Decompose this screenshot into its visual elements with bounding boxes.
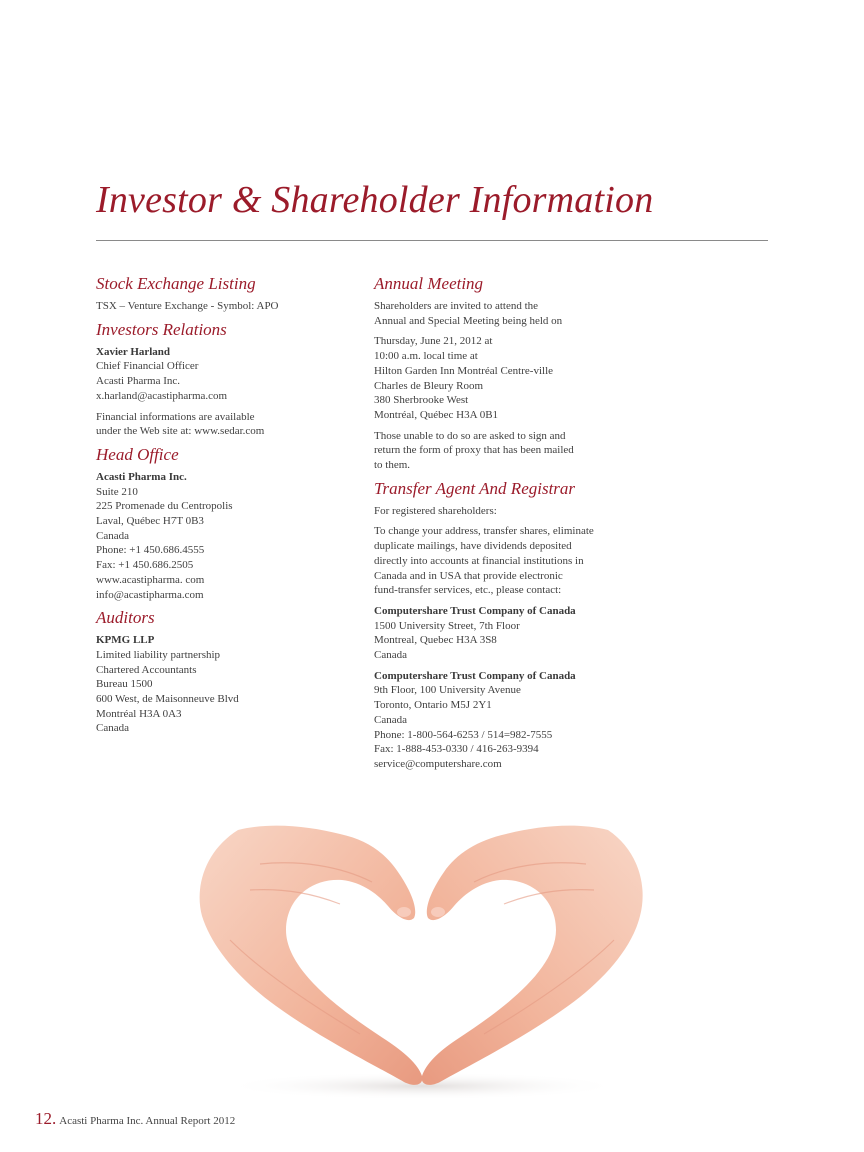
registrar-fax: Fax: 1-888-453-0330 / 416-263-9394 [374,743,539,756]
auditors-section [96,608,358,736]
stock-exchange-section [96,274,358,314]
meeting-venue: Hilton Garden Inn Montréal Centre-ville [374,364,554,377]
annual-meeting-section [374,274,636,473]
registrar-phone: Phone: 1-800-564-6253 / 514=982-7555 [374,728,553,741]
registrar-address-line: Canada [374,713,407,726]
meeting-address-line: Montréal, Québec H3A 0B1 [374,408,499,421]
head-office-section [96,445,358,602]
right-fingernail [431,907,445,917]
head-office-address-line: Suite 210 [96,485,138,498]
transfer-text-line: To change your address, transfer shares, eliminate [374,525,594,538]
head-office-website: www.acastipharma. com [96,573,205,586]
right-column [374,274,636,778]
transfer-agent-heading: Transfer Agent And Registrar [374,478,576,498]
financial-info-note: Financial informations are available [96,410,255,423]
transfer-agent-section [374,479,636,772]
investor-contact-company: Acasti Pharma Inc. [96,375,180,388]
registrar-address-line: 9th Floor, 100 University Avenue [374,684,521,697]
meeting-time: 10:00 a.m. local time at [374,350,478,363]
registrar-email: service@computershare.com [374,757,502,770]
financial-info-note: under the Web site at: www.sedar.com [96,425,265,438]
head-office-address-line: Laval, Québec H7T 0B3 [96,515,204,528]
meeting-date: Thursday, June 21, 2012 at [374,335,493,348]
transfer-intro: For registered shareholders: [374,504,497,517]
auditor-detail-line: 600 West, de Maisonneuve Blvd [96,693,239,706]
meeting-address-line: 380 Sherbrooke West [374,394,469,407]
auditor-name: KPMG LLP [96,634,155,647]
registrar-name: Computershare Trust Company of Canada [374,669,576,682]
head-office-address-line: Canada [96,529,129,542]
investor-contact-email: x.harland@acastipharma.com [96,389,228,402]
head-office-phone: Phone: +1 450.686.4555 [96,544,205,557]
auditor-detail-line: Chartered Accountants [96,663,197,676]
registrar-address-line: Canada [374,649,407,662]
auditor-detail-line: Limited liability partnership [96,648,221,661]
registrar-address-line: Montreal, Quebec H3A 3S8 [374,634,497,647]
left-fingernail [397,907,411,917]
title-divider [96,240,768,241]
stock-symbol-text: TSX – Venture Exchange - Symbol: APO [96,300,279,312]
proxy-note-line: Those unable to do so are asked to sign and [374,429,566,442]
auditor-detail-line: Canada [96,722,129,735]
auditor-detail-line: Bureau 1500 [96,678,153,691]
investors-relations-section [96,320,358,439]
page-footer [35,1109,235,1129]
head-office-email: info@acastipharma.com [96,588,204,601]
proxy-note-line: return the form of proxy that has been mailed [374,444,574,457]
investor-contact-name: Xavier Harland [96,345,171,358]
investors-relations-heading: Investors Relations [96,319,227,339]
meeting-text-line: Shareholders are invited to attend the [374,300,539,312]
footer-text: Acasti Pharma Inc. Annual Report 2012 [59,1115,236,1127]
head-office-heading: Head Office [96,444,179,464]
auditors-heading: Auditors [96,608,155,628]
transfer-text-line: Canada and in USA that provide electronic [374,569,563,582]
investor-contact-role: Chief Financial Officer [96,360,199,373]
head-office-fax: Fax: +1 450.686.2505 [96,559,194,572]
page-title: Investor & Shareholder Information [96,179,654,221]
page-number: 12. [35,1109,57,1128]
proxy-note-line: to them. [374,459,411,472]
head-office-address-line: 225 Promenade du Centropolis [96,500,233,513]
left-column [96,274,358,742]
heart-hands-image [190,820,650,1100]
transfer-text-line: duplicate mailings, have dividends deposited [374,540,572,553]
transfer-text-line: fund-transfer services, etc., please contact: [374,584,562,597]
registrar-address-line: 1500 University Street, 7th Floor [374,619,520,632]
stock-exchange-heading: Stock Exchange Listing [96,274,256,293]
meeting-room: Charles de Bleury Room [374,379,484,392]
head-office-name: Acasti Pharma Inc. [96,470,187,483]
auditor-detail-line: Montréal H3A 0A3 [96,707,182,720]
transfer-text-line: directly into accounts at financial institutions in [374,554,584,567]
meeting-text-line: Annual and Special Meeting being held on [374,314,563,327]
registrar-name: Computershare Trust Company of Canada [374,604,576,617]
annual-meeting-heading: Annual Meeting [374,274,484,293]
registrar-address-line: Toronto, Ontario M5J 2Y1 [374,699,492,712]
